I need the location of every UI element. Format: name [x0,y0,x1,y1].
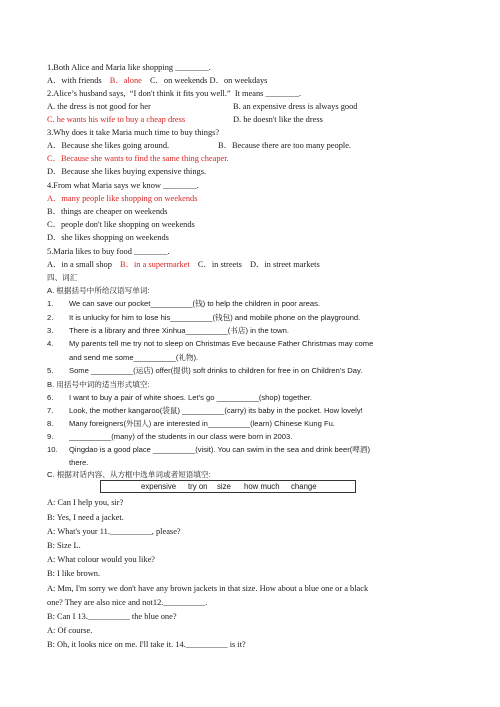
dialogue-line: B: Can I 13.__________ the blue one? [47,612,177,621]
option-4c: C．people don't like shopping on weekends [47,220,195,229]
option-4a-answer: A．many people like shopping on weekends [47,194,198,203]
vocab-item-10-continued: there. [69,458,89,467]
option-2a: A. the dress is not good for her [47,102,151,111]
word-how-much: how much [244,482,280,491]
option-2d: D. he doesn't like the dress [233,115,323,124]
option-3a: A．Because she likes going around. [47,141,170,150]
vocab-item-4: 4. My parents tell me try not to sleep on Christmas Eve because Father Christmas may come [47,339,374,348]
option-1d: D．on weekdays [209,76,268,85]
option-2b: B. an expensive dress is always good [233,102,358,111]
dialogue-line: A: What colour would you like? [47,555,155,564]
vocab-item-7: 7. Look, the mother kangaroo(袋鼠) __________(carry) its baby in the pocket. How lovely! [47,406,363,415]
option-4d: D．she likes shopping on weekends [47,233,169,242]
option-5c: C．in streets [197,260,242,269]
dialogue-line: B: Yes, I need a jacket. [47,513,124,522]
dialogue-line: B: Size L. [47,541,81,550]
dialogue-line: B: Oh, it looks nice on me. I'll take it. 14.__________ is it? [47,640,246,649]
option-5b-answer: B．in a supermarket [120,260,190,269]
option-4b: B．things are cheaper on weekends [47,207,168,216]
word-bank-box [100,480,356,493]
part-c-heading: C. 根据对话内容、从方框中选单词或者短语填空: [47,470,211,479]
vocab-item-1: 1. We can save our pocket__________(钱) to help the children in poor areas. [47,299,321,308]
question-1-options [47,75,267,86]
part-a-heading: A. 根据括号中所给汉语写单词: [47,286,150,295]
section-4-title: 四、词汇 [47,273,78,282]
dialogue-line: A: Of course. [47,626,93,635]
dialogue-line: one? They are also nice and not12.__________. [47,598,208,607]
word-change: change [291,482,317,491]
dialogue-line: A: Mm, I'm sorry we don't have any brown jackets in that size. How about a blue one or a black [47,584,369,593]
word-expensive: expensive [141,482,177,491]
dialogue-line: A: Can I help you, sir? [47,498,124,507]
vocab-item-9: 9. __________(many) of the students in our class were born in 2003. [47,432,293,441]
vocab-item-4-continued: and send me some__________(礼物). [69,353,199,362]
question-4-stem: 4.From what Maria says we know ________. [47,181,199,190]
option-1b-answer: B．alone [109,76,142,85]
question-2-stem: 2.Alice’s husband says, “I don't think it fits you well.” It means ________. [47,89,302,98]
vocab-item-10: 10. Qingdao is a good place __________(visit). You can swim in the sea and drink beer(啤酒) [47,445,370,454]
part-b-heading: B. 用括号中词的适当形式填空: [47,380,150,389]
word-size: size [217,482,231,491]
option-3c-answer: C．Because she wants to find the same thing cheaper. [47,154,229,163]
question-5-options [47,259,320,270]
vocab-item-5: 5. Some __________(运店) offer(提供) soft drinks to children for free in on Children’s Day. [47,366,363,375]
question-1-stem: 1.Both Alice and Maria like shopping ________. [47,63,211,72]
option-3d: D．Because she likes buying expensive things. [47,167,207,176]
dialogue-line: A: What's your 11.__________, please? [47,527,181,536]
dialogue-line: B: I like brown. [47,569,101,578]
option-5a: A．in a small shop [47,260,112,269]
question-3-stem: 3.Why does it take Maria much time to buy things? [47,128,220,137]
option-1a: A．with friends [47,76,102,85]
vocab-item-8: 8. Many foreigners(外国人) are interested in__________(learn) Chinese Kung Fu. [47,419,335,428]
option-3b: B．Because there are too many people. [218,141,352,150]
option-1c: C．on weekends [149,76,208,85]
vocab-item-6: 6. I want to buy a pair of white shoes. Let’s go __________(shop) together. [47,393,313,402]
option-5d: D．in street markets [249,260,320,269]
question-5-stem: 5.Maria likes to buy food ________. [47,247,170,256]
option-2c-answer: C. he wants his wife to buy a cheap dress [47,115,186,124]
vocab-item-3: 3. There is a library and three Xinhua__________(书店) in the town. [47,326,289,335]
word-try-on: try on [188,482,208,491]
vocab-item-2: 2. It is unlucky for him to lose his__________(钱包) and mobile phone on the playground. [47,313,361,322]
